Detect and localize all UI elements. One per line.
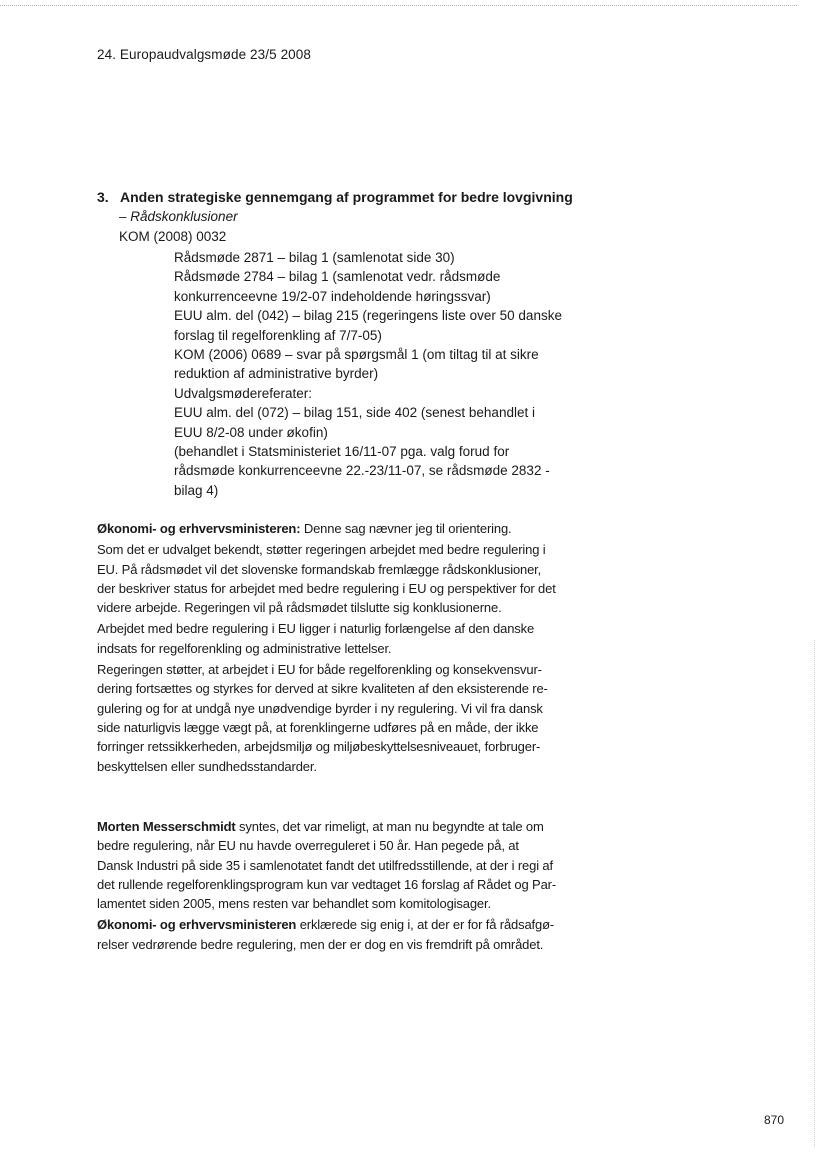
page-header: 24. Europaudvalgsmøde 23/5 2008 [97,47,311,62]
reference-line: rådsmøde konkurrenceevne 22.-23/11-07, se rådsmøde 2832 - [174,463,550,479]
reference-line: Rådsmøde 2784 – bilag 1 (samlenotat vedr. rådsmøde [174,269,501,285]
speaker-name: Økonomi- og erhvervsministeren [97,917,297,933]
kom-reference: KOM (2008) 0032 [119,229,227,244]
debate-section [97,817,587,956]
page-number: 870 [764,1113,785,1127]
debate-paragraph: Morten Messerschmidt syntes, det var rimeligt, at man nu begyndte at tale om bedre regulering, når EU nu havde overreguleret i 50 år. Han pegede på, at Dansk Industri på side 35 i samlenotatet fandt det utilfredsstillende, at der i regi af det rullende regelforenklingsprogram kun var vedtaget 16 forslag af Rådet og Par- lamentet siden 2005, mens resten var behandlet som komitologisager. [97,819,557,912]
reference-line: EUU alm. del (042) – bilag 215 (regeringens liste over 50 danske [174,308,562,324]
debate-paragraph: Økonomi- og erhvervsministeren erklærede sig enig i, at der er for få rådsafgø- relser vedrørende bedre regulering, men der er dog en vis fremdrift på området. [97,917,555,952]
agenda-item-title: Anden strategiske gennemgang af programmet for bedre lovgivning [120,189,573,205]
agenda-item-number: 3. [97,189,109,205]
speaker-name: Morten Messerschmidt [97,819,236,834]
statement-paragraph: Som det er udvalget bekendt, støtter regeringen arbejdet med bedre regulering i EU. På rådsmødet vil det slovenske formandskab fremlægge rådskonklusioner, der beskriver status for arbejdet med bedre regulering i EU og perspektiver for det videre arbejde. Regeringen vil på rådsmødet tilslutte sig konklusionerne. [97,542,556,616]
reference-line: KOM (2006) 0689 – svar på spørgsmål 1 (om tiltag til at sikre [174,347,539,363]
reference-line: (behandlet i Statsministeriet 16/11-07 pga. valg forud for [174,444,510,460]
speaker-name: Økonomi- og erhvervsministeren: [97,521,301,536]
reference-line: reduktion af administrative byrder) [174,366,379,382]
reference-line: Rådsmøde 2871 – bilag 1 (samlenotat side 30) [174,250,455,265]
agenda-item-subtitle: – Rådskonklusioner [119,209,238,224]
statement-paragraph: Regeringen støtter, at arbejdet i EU for både regelforenkling og konsekvensvur- dering fortsættes og styrkes for derved at sikre kvaliteten af den eksisterende re- gulering og for at undgå nye unødvendige byrder i ny regulering. Vi vil fra dansk side naturligvis lægge vægt på, at forenklingerne udføres på en måde, der ikke forringer retssikkerheden, arbejdsmiljø og miljøbeskyttelsesniveauet, forbruger- beskyttelsen eller sundhedsstandarder. [97,662,548,774]
reference-line: Udvalgsmødereferater: [174,385,313,401]
statement-intro: Økonomi- og erhvervsministeren: Denne sag nævner jeg til orientering. [97,521,512,536]
reference-line: konkurrenceevne 19/2-07 indeholdende høringssvar) [174,288,491,304]
reference-line: bilag 4) [174,482,219,498]
minister-statement [97,519,587,778]
reference-list [174,248,584,500]
agenda-item-heading [97,189,573,205]
right-border-rule [814,640,815,1147]
reference-line: forslag til regelforenkling af 7/7-05) [174,327,382,343]
statement-paragraph: Arbejdet med bedre regulering i EU ligger i naturlig forlængelse af den danske indsats for regelforenkling og administrative lettelser. [97,621,535,656]
top-border-rule [0,5,797,6]
reference-line: EUU alm. del (072) – bilag 151, side 402 (senest behandlet i [174,405,535,421]
reference-line: EUU 8/2-08 under økofin) [174,424,328,440]
